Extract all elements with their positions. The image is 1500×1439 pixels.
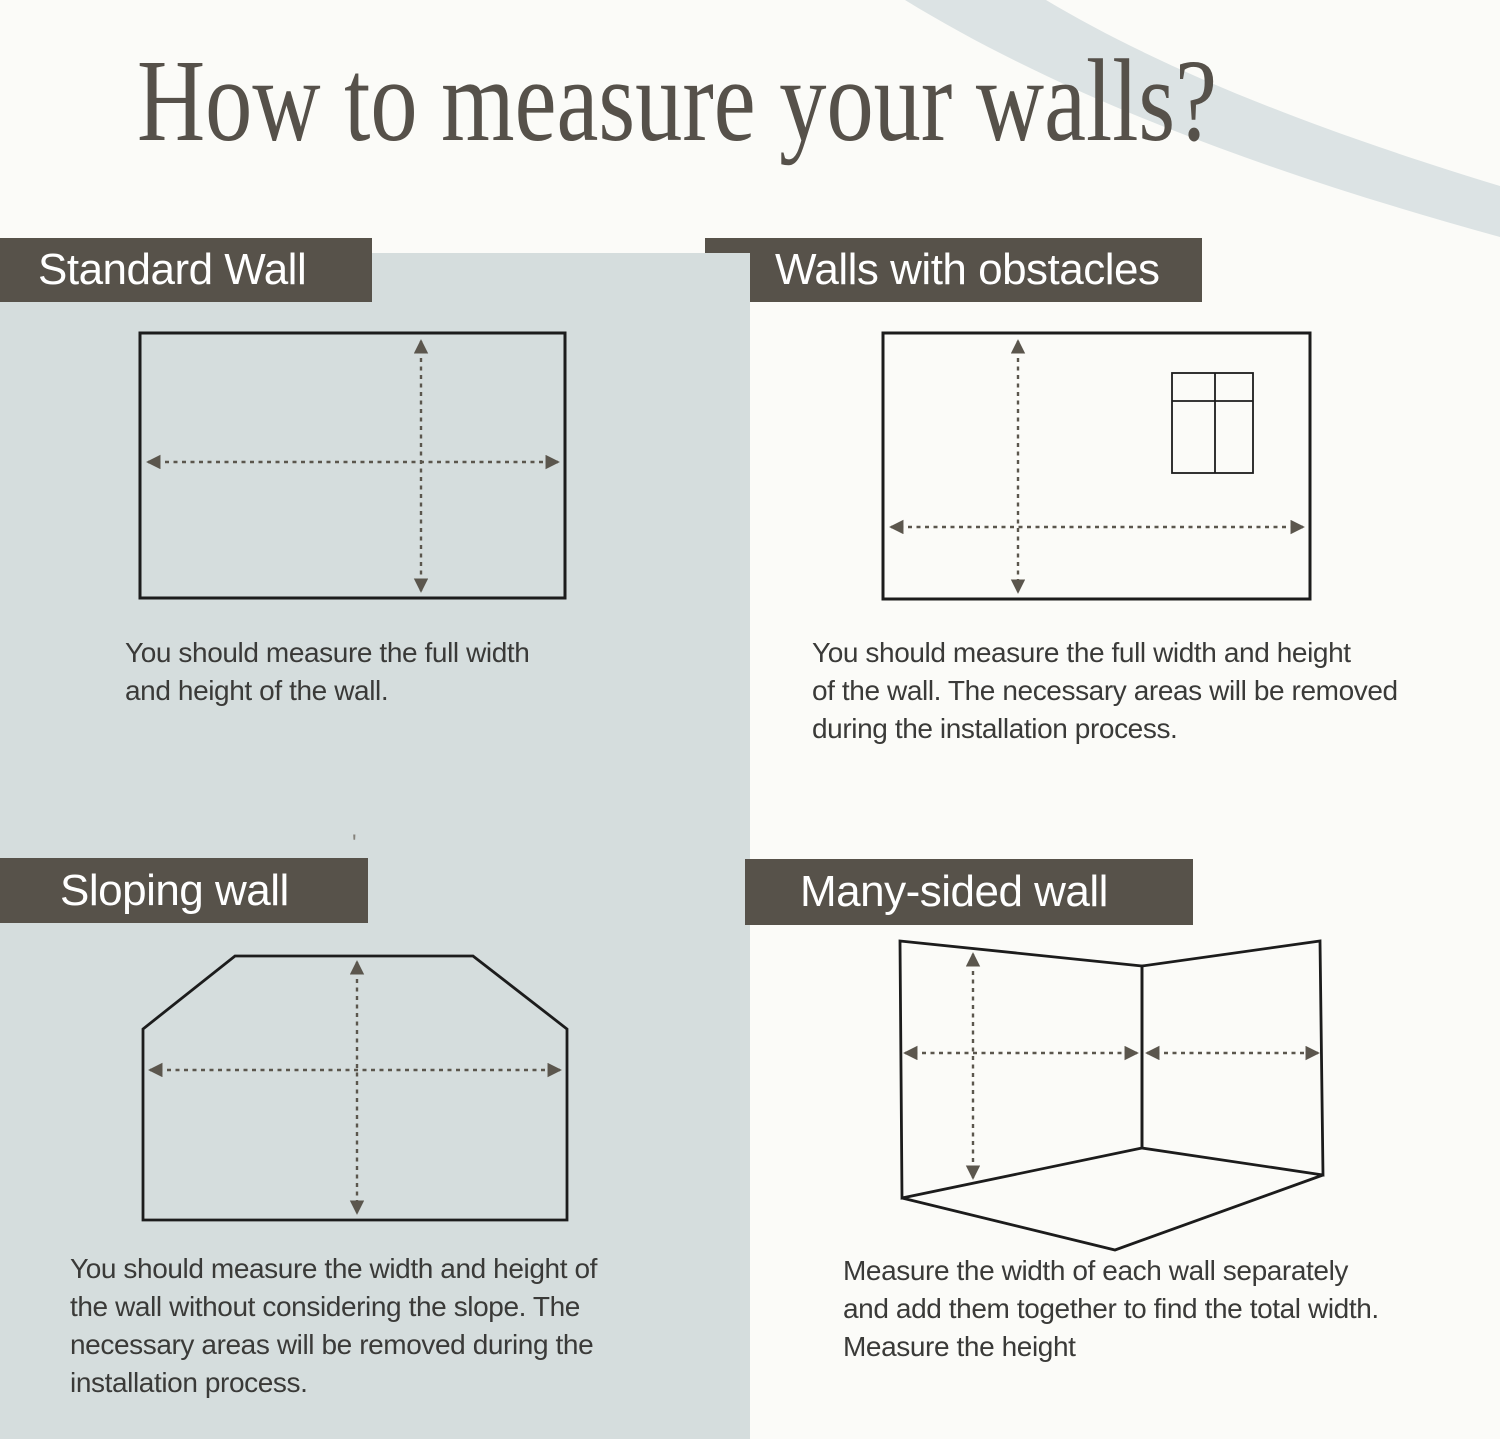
section-header-label: Walls with obstacles (775, 245, 1160, 294)
section-header-label: Standard Wall (38, 245, 307, 294)
many-sided-wall-description (843, 1252, 1379, 1366)
left-wall-outline (900, 941, 1142, 1198)
description-line: the wall without considering the slope. The (70, 1291, 580, 1322)
right-wall-outline (1142, 941, 1323, 1175)
section-header-walls-with-obstacles (705, 238, 1202, 302)
description-line: during the installation process. (812, 713, 1178, 744)
description-line: and add them together to find the total width. (843, 1293, 1379, 1324)
standard-wall-diagram (138, 331, 568, 601)
description-line: You should measure the width and height of (70, 1253, 597, 1284)
standard-wall-description (125, 634, 529, 710)
description-line: You should measure the full width (125, 637, 530, 668)
description-line: of the wall. The necessary areas will be removed (812, 675, 1398, 706)
sloped-wall-outline (143, 956, 567, 1220)
section-header-label: Sloping wall (60, 865, 289, 915)
stray-mark: ' (352, 830, 357, 857)
walls-with-obstacles-description (812, 634, 1398, 748)
description-line: installation process. (70, 1367, 308, 1398)
description-line: Measure the width of each wall separately (843, 1255, 1348, 1286)
section-header-sloping-wall (0, 858, 368, 923)
description-line: necessary areas will be removed during the (70, 1329, 594, 1360)
description-line: You should measure the full width and height (812, 637, 1351, 668)
walls-with-obstacles-diagram (881, 331, 1313, 602)
wall-outline (140, 333, 565, 598)
description-line: Measure the height (843, 1331, 1076, 1362)
many-sided-wall-diagram (897, 936, 1327, 1254)
section-header-label: Many-sided wall (800, 867, 1108, 916)
description-line: and height of the wall. (125, 675, 389, 706)
page-title: How to measure your walls? (137, 35, 1218, 166)
window-obstacle (1172, 373, 1253, 473)
sloping-wall-diagram (140, 953, 570, 1223)
section-header-standard-wall (0, 238, 372, 302)
section-header-many-sided-wall (745, 859, 1193, 925)
sloping-wall-description (70, 1250, 597, 1402)
